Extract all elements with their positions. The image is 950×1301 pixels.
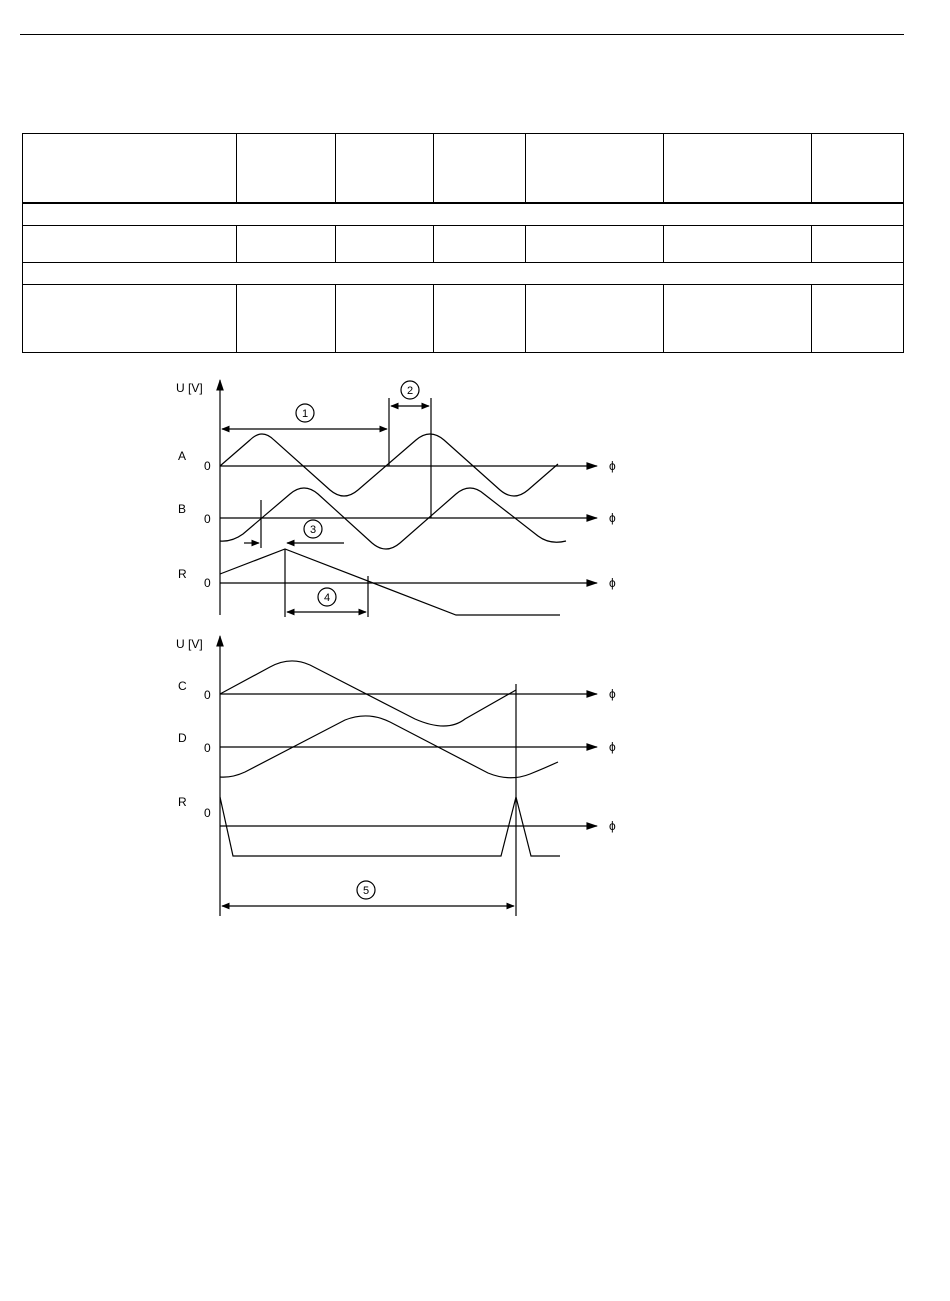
phi-label-d: ϕ [609,740,616,754]
bottom-y-axis-label: U [V] [176,637,203,651]
zero-label-b: 0 [204,512,211,526]
trace-label-r-top: R [178,567,187,581]
callout-number-4: 4 [323,592,331,604]
phi-label-r-top: ϕ [609,576,616,590]
phi-label-b: ϕ [609,511,616,525]
trace-label-b: B [178,502,187,516]
top-y-axis-label: U [V] [176,381,203,395]
zero-label-a: 0 [204,459,211,473]
trace-label-d: D [178,731,187,745]
phi-label-c: ϕ [609,687,616,701]
trace-label-c: C [178,679,187,693]
phi-label-r-bottom: ϕ [609,819,616,833]
trace-label-r-bottom: R [178,795,187,809]
callout-number-5: 5 [362,885,370,897]
trace-r-top [220,549,560,615]
callout-number-1: 1 [301,408,309,420]
callout-number-3: 3 [309,524,317,536]
zero-label-r-top: 0 [204,576,211,590]
phi-label-a: ϕ [609,459,616,473]
callout-number-2: 2 [406,385,414,397]
zero-label-r-bottom: 0 [204,806,211,820]
zero-label-d: 0 [204,741,211,755]
zero-label-c: 0 [204,688,211,702]
trace-label-a: A [178,449,187,463]
